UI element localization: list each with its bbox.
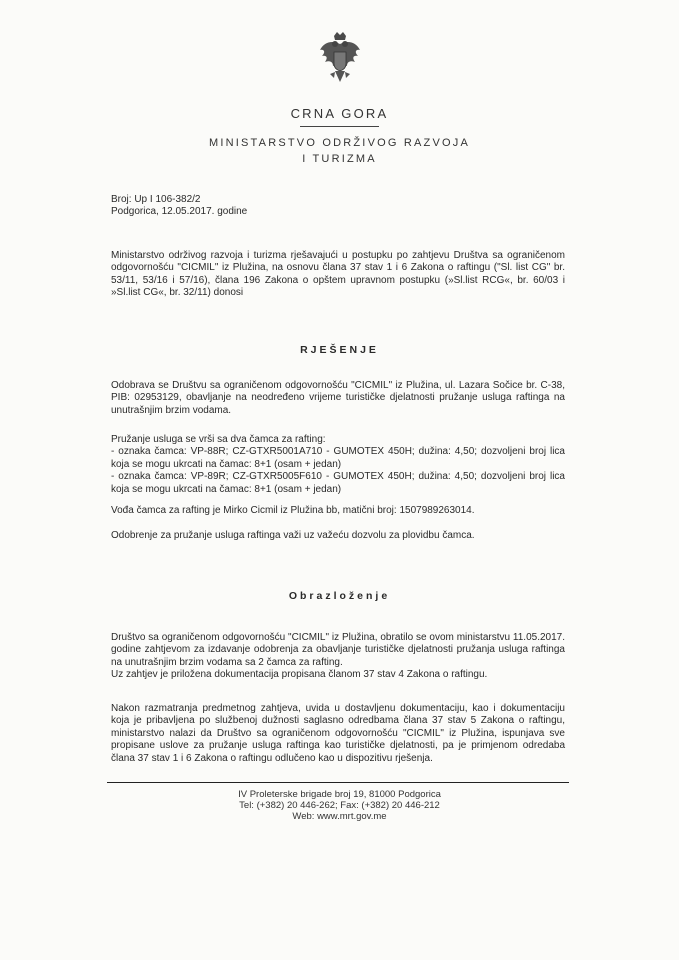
leader-text: Vođa čamca za rafting je Mirko Cicmil iz Plužina bb, matični broj: 1507989263014. [111,505,475,516]
footer-web: Web: www.mrt.gov.me [292,811,387,822]
place-date: Podgorica, 12.05.2017. godine [111,206,248,217]
reasoning-text: Društvo sa ograničenom odgovornošću "CICMIL" iz Plužina, obratilo se ovom ministarstvu 11.05.2017. godine zahtjevom za izdavanje odobrenja za obavljanje turističke djelatnosti pružanja usluga raftinga na unutrašnjim brzim vodama sa 2 čamca za rafting. [111,632,565,668]
footer-address: IV Proleterske brigade broj 19, 81000 Podgorica [238,789,441,800]
boat-item: - oznaka čamca: VP-88R; CZ-GTXR5001A710 - GUMOTEX 450H; dužina: 4,50; dozvoljeni broj lica koja se mogu ukrcati na čamac: 8+1 (osam + jedan) [111,446,565,470]
coat-of-arms-icon [318,30,362,90]
reasoning-paragraph-2 [111,703,565,765]
country-name: CRNA GORA [290,106,389,121]
document-number: Broj: Up I 106-382/2 [111,194,201,205]
decision-title: RJEŠENJE [300,344,379,356]
boats-paragraph [111,434,565,496]
intro-paragraph [111,250,565,300]
boats-intro: Pružanje usluga se vrši sa dva čamca za rafting: [111,434,326,445]
approval-paragraph [111,380,565,417]
ministry-name-line1: MINISTARSTVO ODRŽIVOG RAZVOJA [209,137,470,149]
boat-item: - oznaka čamca: VP-89R; CZ-GTXR5005F610 - GUMOTEX 450H; dužina: 4,50; dozvoljeni broj lica koja se mogu ukrcati na čamac: 8+1 (osam + jedan) [111,471,565,495]
leader-paragraph [111,505,565,517]
intro-text: Ministarstvo održivog razvoja i turizma rješavajući u postupku po zahtjevu Društva sa ograničenom odgovornošću "CICMIL" iz Plužina, na osnovu člana 37 stav 1 i 6 Zakona o raftingu ("Sl. list CG" br. 53/11, 53/16 i 57/16), člana 196 Zakona o opštem upravnom postupku (»Sl.list RCG«, br. 60/03 i »Sl.list CG«, br. 32/11) donosi [111,250,565,299]
footer-divider [107,782,569,783]
reasoning-title: Obrazloženje [288,590,391,602]
approval-text: Odobrava se Društvu sa ograničenom odgovornošću "CICMIL" iz Plužina, ul. Lazara Sočice br. C-38, PIB: 02953129, obavljanje na neodređeno vrijeme turističke djelatnosti pružanje usluga raftinga na unutrašnjim brzim vodama. [111,380,565,416]
validity-text: Odobrenje za pružanje usluga raftinga važi uz važeću dozvolu za plovidbu čamca. [111,530,475,541]
ministry-name-line2: I TURIZMA [302,153,377,165]
footer-phone: Tel: (+382) 20 446-262; Fax: (+382) 20 446-212 [239,800,440,811]
validity-paragraph [111,530,565,542]
reasoning-text: Nakon razmatranja predmetnog zahtjeva, uvida u dostavljenu dokumentaciju, kao i dokumentaciju koja je pribavljena po službenoj dužnosti saglasno odredbama člana 37 stav 5 Zakona o raftingu, ministarstvo nalazi da Društvo sa ograničenom odgovornošću "CICMIL" iz Plužina, ispunjava sve propisane uslove za pružanje usluga raftinga kao turističke djelatnosti, pa je primjenom odredaba člana 37 stav 1 i 6 Zakona o raftingu odlučeno kao u dispozitivu rješenja. [111,703,565,764]
reasoning-text: Uz zahtjev je priložena dokumentacija propisana članom 37 stav 4 Zakona o raftingu. [111,669,488,681]
header-divider [300,126,379,127]
reasoning-paragraph-1 [111,632,565,682]
